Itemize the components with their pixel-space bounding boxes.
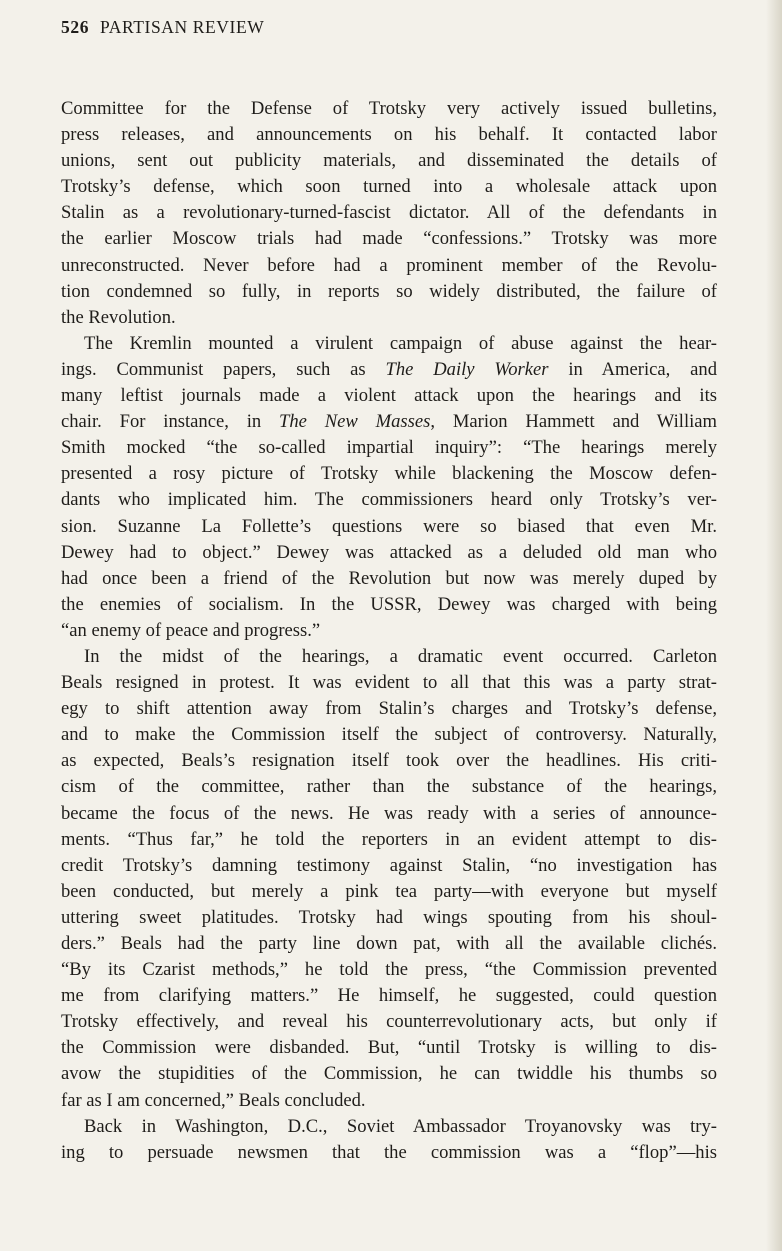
text-line: many leftist journals made a violent attack upon the hearings and its bbox=[61, 385, 717, 407]
text-line: ders.” Beals had the party line down pat, with all the available clichés. bbox=[61, 933, 717, 954]
text-line: sion. Suzanne La Follette’s questions were so biased that even Mr. bbox=[61, 515, 717, 537]
text-line: and to make the Commission itself the subject of controversy. Naturally, bbox=[61, 724, 717, 746]
paragraph bbox=[61, 96, 717, 331]
text-line: been conducted, but merely a pink tea party—with everyone but myself bbox=[61, 880, 717, 902]
text-line: unreconstructed. Never before had a prominent member of the Revolu- bbox=[61, 254, 717, 276]
text-line: ing to persuade newsmen that the commission was a “flop”—his bbox=[61, 1141, 717, 1163]
text-line: “By its Czarist methods,” he told the press, “the Commission prevented bbox=[61, 959, 717, 981]
running-head bbox=[61, 17, 264, 38]
text-line: Stalin as a revolutionary-turned-fascist dictator. All of the defendants in bbox=[61, 202, 717, 224]
page-edge-shadow bbox=[766, 0, 782, 1251]
text-line: became the focus of the news. He was ready with a series of announce- bbox=[61, 802, 717, 824]
text-line: “an enemy of peace and progress.” bbox=[61, 619, 321, 641]
text-line: In the midst of the hearings, a dramatic event occurred. Carleton bbox=[84, 645, 717, 667]
text-line: The Kremlin mounted a virulent campaign of abuse against the hear- bbox=[84, 332, 717, 354]
body-text bbox=[61, 96, 717, 1166]
text-line: cism of the committee, rather than the substance of the hearings, bbox=[61, 776, 717, 798]
text-line: the Revolution. bbox=[61, 306, 176, 328]
text-line: avow the stupidities of the Commission, he can twiddle his thumbs so bbox=[61, 1063, 717, 1085]
text-line: credit Trotsky’s damning testimony against Stalin, “no investigation has bbox=[61, 854, 717, 876]
text-line: far as I am concerned,” Beals concluded. bbox=[61, 1089, 366, 1111]
text-line: Back in Washington, D.C., Soviet Ambassador Troyanovsky was try- bbox=[84, 1115, 717, 1137]
paragraph bbox=[61, 644, 717, 1114]
text-line: had once been a friend of the Revolution but now was merely duped by bbox=[61, 567, 717, 589]
paragraph bbox=[61, 1114, 717, 1166]
text-line: the enemies of socialism. In the USSR, Dewey was charged with being bbox=[61, 593, 717, 615]
text-line: uttering sweet platitudes. Trotsky had wings spouting from his shoul- bbox=[61, 906, 717, 928]
paragraph bbox=[61, 331, 717, 644]
text-line: tion condemned so fully, in reports so widely distributed, the failure of bbox=[61, 280, 717, 302]
text-line: presented a rosy picture of Trotsky while blackening the Moscow defen- bbox=[61, 463, 717, 485]
text-line: dants who implicated him. The commissioners heard only Trotsky’s ver- bbox=[61, 489, 717, 511]
text-line: Smith mocked “the so-called impartial inquiry”: “The hearings merely bbox=[61, 437, 717, 459]
text-line: press releases, and announcements on his behalf. It contacted labor bbox=[61, 124, 717, 146]
text-line: the Commission were disbanded. But, “until Trotsky is willing to dis- bbox=[61, 1037, 717, 1059]
text-line: me from clarifying matters.” He himself, he suggested, could question bbox=[61, 985, 717, 1007]
text-line: ments. “Thus far,” he told the reporters in an evident attempt to dis- bbox=[61, 828, 717, 850]
text-line: Dewey had to object.” Dewey was attacked as a deluded old man who bbox=[61, 541, 717, 563]
text-line: Trotsky’s defense, which soon turned into a wholesale attack upon bbox=[61, 176, 717, 198]
page-number: 526 bbox=[61, 17, 90, 37]
text-line: ings. Communist papers, such as The Daily Worker in America, and bbox=[61, 358, 717, 380]
text-line: egy to shift attention away from Stalin’s charges and Trotsky’s defense, bbox=[61, 698, 717, 720]
text-line: Committee for the Defense of Trotsky very actively issued bulletins, bbox=[61, 98, 717, 119]
journal-title: PARTISAN REVIEW bbox=[100, 17, 265, 37]
text-line: Trotsky effectively, and reveal his counterrevolutionary acts, but only if bbox=[61, 1011, 717, 1033]
text-line: the earlier Moscow trials had made “confessions.” Trotsky was more bbox=[61, 228, 717, 250]
text-line: as expected, Beals’s resignation itself took over the headlines. His criti- bbox=[61, 750, 717, 772]
text-line: Beals resigned in protest. It was evident to all that this was a party strat- bbox=[61, 672, 717, 694]
text-line: chair. For instance, in The New Masses, Marion Hammett and William bbox=[61, 411, 717, 433]
text-line: unions, sent out publicity materials, and disseminated the details of bbox=[61, 150, 717, 172]
